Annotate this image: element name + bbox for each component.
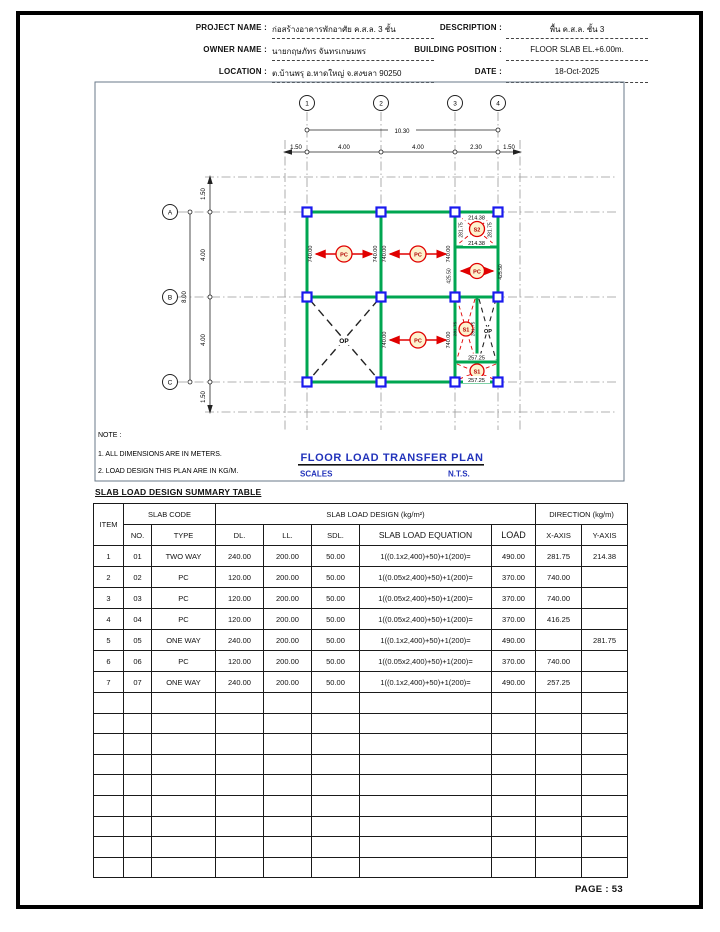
table-row (94, 672, 628, 693)
table-cell (312, 857, 360, 878)
table-cell (94, 713, 124, 734)
table-cell (216, 754, 264, 775)
table-cell (94, 775, 124, 796)
table-row-empty (94, 795, 628, 816)
table-cell (536, 693, 582, 714)
table-cell: 06 (124, 651, 152, 672)
table-cell: 7 (94, 672, 124, 693)
column-icon (451, 378, 460, 387)
table-cell (582, 693, 628, 714)
table-cell (582, 672, 628, 693)
description-label: DESCRIPTION : (439, 23, 502, 32)
dim-label: 1.50 (503, 145, 515, 151)
col-header-equation: SLAB LOAD EQUATION (360, 525, 492, 546)
column-icon (303, 378, 312, 387)
pc-tag-label: PC (414, 252, 422, 259)
col-header-slab-code: SLAB CODE (124, 504, 216, 525)
dim-arrow-icon (207, 405, 212, 414)
s2-tag-label: S2 (473, 227, 481, 234)
dim-overall-top: 10.30 (394, 128, 410, 135)
pc-tag-label: PC (414, 338, 422, 345)
table-row-empty (94, 837, 628, 858)
table-cell: 1 (94, 546, 124, 567)
table-cell (94, 837, 124, 858)
table-cell (264, 734, 312, 755)
dim-label: 4.00 (201, 334, 207, 346)
table-cell (360, 713, 492, 734)
table-cell (492, 754, 536, 775)
table-cell (152, 734, 216, 755)
table-cell (312, 734, 360, 755)
table-cell (94, 734, 124, 755)
building-position-value: FLOOR SLAB EL.+6.00m. (530, 45, 624, 54)
dim-label: 4.00 (338, 145, 350, 151)
table-cell (492, 734, 536, 755)
table-cell: PC (152, 588, 216, 609)
table-cell (94, 857, 124, 878)
table-cell: 2 (94, 567, 124, 588)
table-cell: 03 (124, 588, 152, 609)
dim-label: 2.30 (470, 145, 482, 151)
table-cell: 200.00 (264, 567, 312, 588)
table-cell (492, 816, 536, 837)
table-cell: 370.00 (492, 567, 536, 588)
grid-label: B (167, 294, 173, 302)
table-row (94, 609, 628, 630)
col-header-slab-load-design: SLAB LOAD DESIGN (kg/m²) (216, 504, 536, 525)
page-number: PAGE : 53 (575, 884, 623, 895)
divider (506, 38, 648, 39)
scale-value: N.T.S. (448, 469, 470, 479)
column-icon (494, 208, 503, 217)
table-cell: 1((0.1x2,400)+50)+1(200)= (360, 672, 492, 693)
owner-name-label: OWNER NAME : (203, 45, 267, 54)
row-grid-bubbles (163, 205, 178, 390)
table-cell: 05 (124, 630, 152, 651)
col-header-item: ITEM (94, 504, 124, 546)
table-cell (124, 775, 152, 796)
title-underline (298, 464, 484, 466)
col-header-load: LOAD (492, 525, 536, 546)
note-line-2: 2. LOAD DESIGN THIS PLAN ARE IN KG/M. (98, 468, 239, 475)
table-cell: 214.38 (582, 546, 628, 567)
load-label: 257.25 (468, 355, 485, 362)
slab-tags (336, 222, 485, 379)
table-cell (492, 857, 536, 878)
table-cell (216, 713, 264, 734)
table-cell: 1((0.05x2,400)+50)+1(200)= (360, 651, 492, 672)
table-cell (582, 816, 628, 837)
s1-tag-label: S1 (462, 327, 470, 334)
table-cell: 1((0.05x2,400)+50)+1(200)= (360, 609, 492, 630)
table-cell: 120.00 (216, 588, 264, 609)
table-cell (152, 713, 216, 734)
table-cell: 200.00 (264, 651, 312, 672)
table-cell (124, 816, 152, 837)
col-header-y-axis: Y-AXIS (582, 525, 628, 546)
table-cell: 416.25 (536, 609, 582, 630)
load-label: 257.25 (468, 378, 485, 384)
column-grid-bubbles (300, 96, 506, 111)
table-cell (582, 857, 628, 878)
plan-frame (95, 82, 624, 481)
table-cell (492, 713, 536, 734)
table-cell (312, 693, 360, 714)
divider (506, 60, 648, 61)
table-cell (582, 837, 628, 858)
note-heading: NOTE : (98, 432, 122, 439)
table-cell (216, 816, 264, 837)
table-cell: 120.00 (216, 609, 264, 630)
table-cell (582, 713, 628, 734)
divider (272, 60, 434, 61)
table-cell: 200.00 (264, 609, 312, 630)
load-label: 281.75 (458, 222, 465, 238)
table-cell (536, 775, 582, 796)
project-name-label: PROJECT NAME : (195, 23, 267, 32)
table-cell: ONE WAY (152, 630, 216, 651)
load-label: 740.00 (382, 245, 388, 263)
load-label: 214.38 (468, 215, 485, 222)
dim-label: 1.50 (290, 145, 302, 151)
table-cell: 200.00 (264, 672, 312, 693)
table-cell (360, 775, 492, 796)
table-cell (152, 754, 216, 775)
table-row-empty (94, 816, 628, 837)
table-cell (492, 837, 536, 858)
table-cell: PC (152, 609, 216, 630)
column-icon (377, 293, 386, 302)
table-cell (492, 795, 536, 816)
table-cell: 120.00 (216, 651, 264, 672)
table-cell: 281.75 (536, 546, 582, 567)
column-icon (494, 378, 503, 387)
table-cell (94, 693, 124, 714)
summary-table-data (94, 546, 628, 878)
table-cell (582, 775, 628, 796)
table-row (94, 588, 628, 609)
column-icon (303, 208, 312, 217)
note-line-1: 1. ALL DIMENSIONS ARE IN METERS. (98, 451, 222, 458)
table-cell (264, 857, 312, 878)
table-row (94, 567, 628, 588)
table-cell (312, 795, 360, 816)
table-cell (582, 651, 628, 672)
table-cell (360, 795, 492, 816)
table-cell: 04 (124, 609, 152, 630)
grid-label: 2 (379, 100, 383, 108)
dim-label: 4.00 (201, 249, 207, 261)
table-cell (264, 837, 312, 858)
column-icon (303, 293, 312, 302)
table-cell: 02 (124, 567, 152, 588)
table-cell: 370.00 (492, 651, 536, 672)
table-cell (152, 795, 216, 816)
owner-name-value: นายกฤษภัทร จันทรเกษมพร (272, 47, 367, 56)
column-icon (451, 208, 460, 217)
dim-label: 1.50 (201, 188, 207, 200)
table-cell: PC (152, 567, 216, 588)
table-cell (360, 857, 492, 878)
table-cell (264, 816, 312, 837)
table-cell (216, 857, 264, 878)
table-row-empty (94, 775, 628, 796)
table-cell (582, 795, 628, 816)
load-label: 214.38 (468, 241, 485, 247)
slab-load-summary-table (93, 503, 628, 878)
table-cell (94, 754, 124, 775)
column-icon (377, 378, 386, 387)
table-cell (360, 734, 492, 755)
floor-plan-drawing (90, 80, 630, 485)
dim-label: 1.50 (201, 391, 207, 403)
table-cell (312, 816, 360, 837)
table-cell (312, 775, 360, 796)
table-cell (582, 754, 628, 775)
table-cell: 50.00 (312, 651, 360, 672)
table-cell (312, 837, 360, 858)
dim-arrow-icon (207, 175, 212, 184)
table-cell: 1((0.1x2,400)+50)+1(200)= (360, 546, 492, 567)
date-value: 18-Oct-2025 (554, 67, 600, 76)
table-cell: TWO WAY (152, 546, 216, 567)
table-cell (360, 754, 492, 775)
table-cell: 120.00 (216, 567, 264, 588)
dim-overall-left: 8.00 (182, 291, 188, 303)
col-header-type: TYPE (152, 525, 216, 546)
divider (272, 38, 434, 39)
table-cell (124, 713, 152, 734)
table-cell: 740.00 (536, 651, 582, 672)
table-cell: 370.00 (492, 609, 536, 630)
table-title: SLAB LOAD DESIGN SUMMARY TABLE (95, 487, 262, 497)
col-header-direction: DIRECTION (kg/m) (536, 504, 628, 525)
table-cell (536, 713, 582, 734)
table-row (94, 630, 628, 651)
table-cell (536, 795, 582, 816)
col-header-sdl: SDL. (312, 525, 360, 546)
table-cell (312, 754, 360, 775)
table-cell (582, 567, 628, 588)
s1-tag-label: S1 (473, 369, 481, 376)
table-cell (264, 795, 312, 816)
table-cell (152, 775, 216, 796)
table-row (94, 651, 628, 672)
table-cell: 50.00 (312, 672, 360, 693)
dim-label: 4.00 (412, 145, 424, 151)
table-cell: 490.00 (492, 630, 536, 651)
table-cell (264, 713, 312, 734)
table-cell (536, 816, 582, 837)
building-position-label: BUILDING POSITION : (414, 45, 502, 54)
table-cell (582, 609, 628, 630)
table-cell: 3 (94, 588, 124, 609)
table-cell (264, 775, 312, 796)
table-cell (216, 775, 264, 796)
table-cell (582, 588, 628, 609)
table-cell (536, 754, 582, 775)
grid-label: 1 (305, 100, 309, 108)
project-name-value: ก่อสร้างอาคารพักอาศัย ค.ส.ล. 3 ชั้น (272, 25, 396, 34)
load-label: 740.00 (308, 245, 314, 263)
table-cell (360, 816, 492, 837)
table-cell (216, 693, 264, 714)
table-cell (152, 857, 216, 878)
col-header-x-axis: X-AXIS (536, 525, 582, 546)
description-value: พื้น ค.ส.ล. ชั้น 3 (549, 25, 605, 34)
table-row-empty (94, 693, 628, 714)
load-label: 425.50 (498, 264, 504, 280)
load-label: 425.50 (446, 268, 453, 284)
table-cell: 1((0.05x2,400)+50)+1(200)= (360, 588, 492, 609)
table-cell: 1((0.05x2,400)+50)+1(200)= (360, 567, 492, 588)
table-cell: 281.75 (582, 630, 628, 651)
table-cell: 740.00 (536, 588, 582, 609)
table-cell: PC (152, 651, 216, 672)
table-cell (216, 734, 264, 755)
table-cell (360, 837, 492, 858)
pc-tag-label: PC (473, 269, 481, 276)
table-header (94, 504, 628, 546)
column-icon (377, 208, 386, 217)
table-cell (536, 857, 582, 878)
table-cell: 257.25 (536, 672, 582, 693)
table-cell (152, 837, 216, 858)
location-value: ต.บ้านพรุ อ.หาดใหญ่ จ.สงขลา 90250 (272, 69, 402, 78)
table-cell (124, 857, 152, 878)
table-row-empty (94, 857, 628, 878)
table-cell (124, 734, 152, 755)
table-cell (216, 795, 264, 816)
load-label: 740.00 (382, 331, 388, 349)
table-row-empty (94, 713, 628, 734)
table-cell: 370.00 (492, 588, 536, 609)
table-cell: 50.00 (312, 609, 360, 630)
table-cell (94, 795, 124, 816)
table-cell: 240.00 (216, 546, 264, 567)
plan-title: FLOOR LOAD TRANSFER PLAN (300, 452, 484, 464)
table-cell (216, 837, 264, 858)
table-cell (264, 754, 312, 775)
load-label: 281.75 (453, 321, 459, 337)
table-cell: 490.00 (492, 546, 536, 567)
table-row (94, 546, 628, 567)
column-icon (451, 293, 460, 302)
location-label: LOCATION : (218, 67, 267, 76)
table-cell: 1((0.1x2,400)+50)+1(200)= (360, 630, 492, 651)
table-cell: 01 (124, 546, 152, 567)
table-cell (264, 693, 312, 714)
table-cell (94, 816, 124, 837)
table-cell (124, 754, 152, 775)
grid-label: 3 (453, 100, 457, 108)
table-cell: 240.00 (216, 672, 264, 693)
load-label: 281.75 (487, 222, 494, 238)
table-cell (124, 693, 152, 714)
table-cell: 6 (94, 651, 124, 672)
col-header-dl: DL. (216, 525, 264, 546)
table-cell: 50.00 (312, 630, 360, 651)
table-cell: 200.00 (264, 588, 312, 609)
table-cell (492, 775, 536, 796)
date-label: DATE : (474, 67, 502, 76)
table-cell (152, 693, 216, 714)
table-cell: 200.00 (264, 630, 312, 651)
grid-label: A (167, 209, 173, 217)
table-cell: 240.00 (216, 630, 264, 651)
col-header-no: NO. (124, 525, 152, 546)
op-label: OP (484, 329, 492, 335)
table-cell: ONE WAY (152, 672, 216, 693)
op-label: OP (339, 338, 349, 345)
table-cell: 5 (94, 630, 124, 651)
table-cell: 200.00 (264, 546, 312, 567)
table-cell: 50.00 (312, 567, 360, 588)
table-cell (582, 734, 628, 755)
pc-tag-label: PC (340, 252, 348, 259)
col-header-ll: LL. (264, 525, 312, 546)
table-cell (124, 837, 152, 858)
table-cell: 50.00 (312, 546, 360, 567)
table-cell (492, 693, 536, 714)
table-cell (360, 693, 492, 714)
table-cell: 50.00 (312, 588, 360, 609)
table-cell: 490.00 (492, 672, 536, 693)
grid-label: 4 (496, 100, 500, 108)
load-label: 281.75 (471, 321, 477, 337)
load-label: 740.00 (446, 331, 452, 349)
table-cell (536, 837, 582, 858)
table-cell: 740.00 (536, 567, 582, 588)
table-cell (152, 816, 216, 837)
table-cell: 07 (124, 672, 152, 693)
grid-label: C (167, 379, 173, 387)
table-row-empty (94, 734, 628, 755)
table-row-empty (94, 754, 628, 775)
table-cell: 4 (94, 609, 124, 630)
load-label: 740.00 (446, 245, 452, 263)
table-cell (536, 734, 582, 755)
column-icon (494, 293, 503, 302)
table-cell (312, 713, 360, 734)
scales-label: SCALES (300, 469, 333, 479)
table-cell (536, 630, 582, 651)
load-label: 740.00 (373, 245, 379, 263)
table-cell (124, 795, 152, 816)
